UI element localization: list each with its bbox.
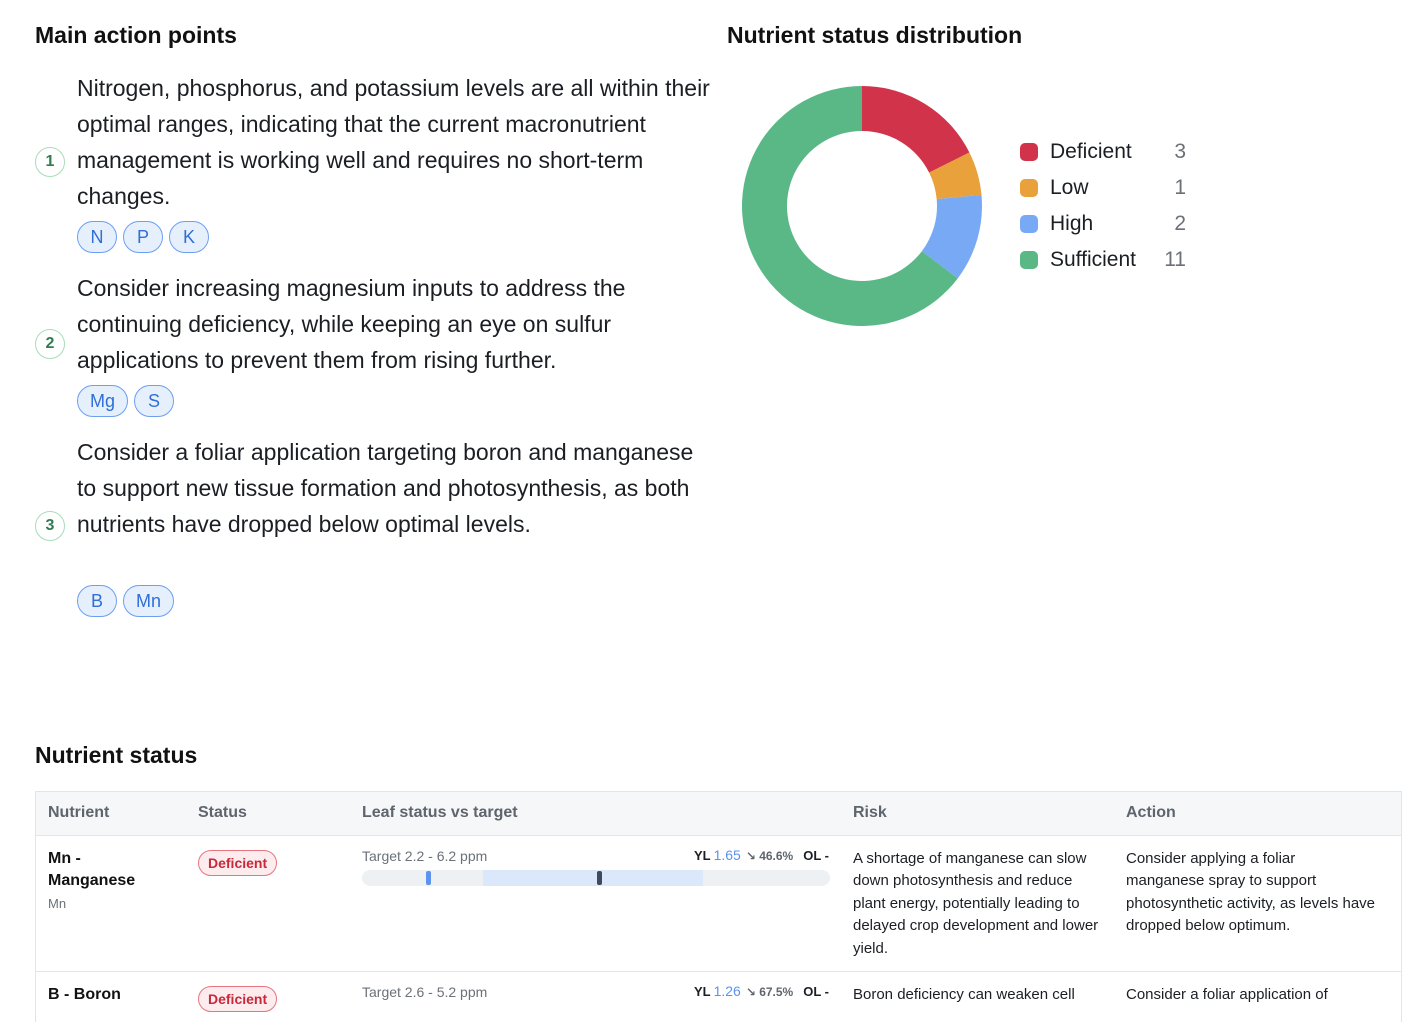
change-value: ↘ 46.6% [745,849,794,863]
action-tags [77,385,174,417]
action-item [35,70,725,260]
nutrient-tag-s[interactable]: S [134,385,174,417]
legend-label: Sufficient [1050,248,1136,271]
legend-count: 3 [1174,140,1186,163]
legend-item-deficient[interactable] [1020,134,1186,170]
legend-swatch [1020,215,1038,233]
legend-swatch [1020,143,1038,161]
legend-item-low[interactable] [1020,170,1186,206]
action-text: Consider increasing magnesium inputs to address the continuing deficiency, while keeping an eye on sulfur applications to prevent them from rising further. [77,275,626,373]
old-leaf-label: OL - [803,848,829,863]
nutrient-status-title: Nutrient status [35,742,198,768]
change-value: ↘ 67.5% [745,985,794,999]
nutrient-tag-b[interactable]: B [77,585,117,617]
chart-legend [1020,134,1186,278]
action-tags [77,585,174,617]
action-text: Consider applying a foliar manganese spray to support photosynthetic activity, as levels have dropped below optimum. [1126,850,1376,935]
target-band [483,870,703,886]
legend-count: 1 [1174,176,1186,199]
donut-slice-deficient[interactable] [862,86,969,173]
risk-text: Boron deficiency can weaken cell [853,986,1075,1003]
column-header-action[interactable]: Action [1126,804,1176,821]
action-text: Nitrogen, phosphorus, and potassium levels are all within their optimal ranges, indicating that the current macronutrient management is working well and requires no short-term changes. [77,75,710,209]
table-header [36,792,1401,836]
young-leaf-label: YL [693,848,711,863]
legend-item-high[interactable] [1020,206,1186,242]
column-header-nutrient[interactable]: Nutrient [48,804,110,821]
legend-swatch [1020,179,1038,197]
action-tags [77,221,209,253]
nutrient-tag-mg[interactable]: Mg [77,385,128,417]
action-item [35,434,725,624]
nutrient-name: B - Boron [48,986,121,1003]
young-leaf-label: YL [693,984,711,999]
table-row[interactable] [36,972,1401,1032]
old-leaf-marker [597,871,602,885]
nutrient-symbol: Mn [48,896,67,911]
nutrient-name: Mn - Manganese [48,850,136,889]
nutrient-tag-n[interactable]: N [77,221,117,253]
action-text: Consider a foliar application targeting boron and manganese to support new tissue formation and photosynthesis, as both nutrients have dropped below optimal levels. [77,439,694,537]
legend-label: High [1050,212,1094,235]
nutrient-status-table [35,791,1402,1022]
distribution-title: Nutrient status distribution [727,22,1023,48]
risk-text: A shortage of manganese can slow down photosynthesis and reduce plant energy, potentially leading to delayed crop development and lower yield. [853,850,1099,957]
legend-label: Deficient [1050,140,1132,163]
nutrient-tag-p[interactable]: P [123,221,163,253]
status-donut-chart [740,84,984,328]
legend-count: 11 [1164,248,1186,271]
action-item [35,270,725,420]
young-leaf-value: 1.65 [713,847,741,863]
nutrient-tag-mn[interactable]: Mn [123,585,174,617]
young-leaf-marker [426,871,431,885]
legend-count: 2 [1174,212,1186,235]
target-range: Target 2.6 - 5.2 ppm [362,984,488,1000]
legend-swatch [1020,251,1038,269]
nutrient-tag-k[interactable]: K [169,221,209,253]
leaf-status-bar [362,870,830,886]
action-number-badge: 2 [35,329,65,359]
action-text: Consider a foliar application of [1126,986,1328,1003]
action-points-title: Main action points [35,22,237,48]
old-leaf-label: OL - [803,984,829,999]
young-leaf-value: 1.26 [713,983,741,999]
column-header-leaf-status[interactable]: Leaf status vs target [362,804,518,821]
table-row[interactable] [36,836,1401,972]
leaf-values [694,847,829,863]
action-number-badge: 3 [35,511,65,541]
status-badge: Deficient [198,986,277,1012]
leaf-values [694,983,829,999]
legend-item-sufficient[interactable] [1020,242,1186,278]
legend-label: Low [1050,176,1089,199]
column-header-status[interactable]: Status [198,804,247,821]
column-header-risk[interactable]: Risk [853,804,887,821]
status-badge: Deficient [198,850,277,876]
target-range: Target 2.2 - 6.2 ppm [362,848,488,864]
action-number-badge: 1 [35,147,65,177]
